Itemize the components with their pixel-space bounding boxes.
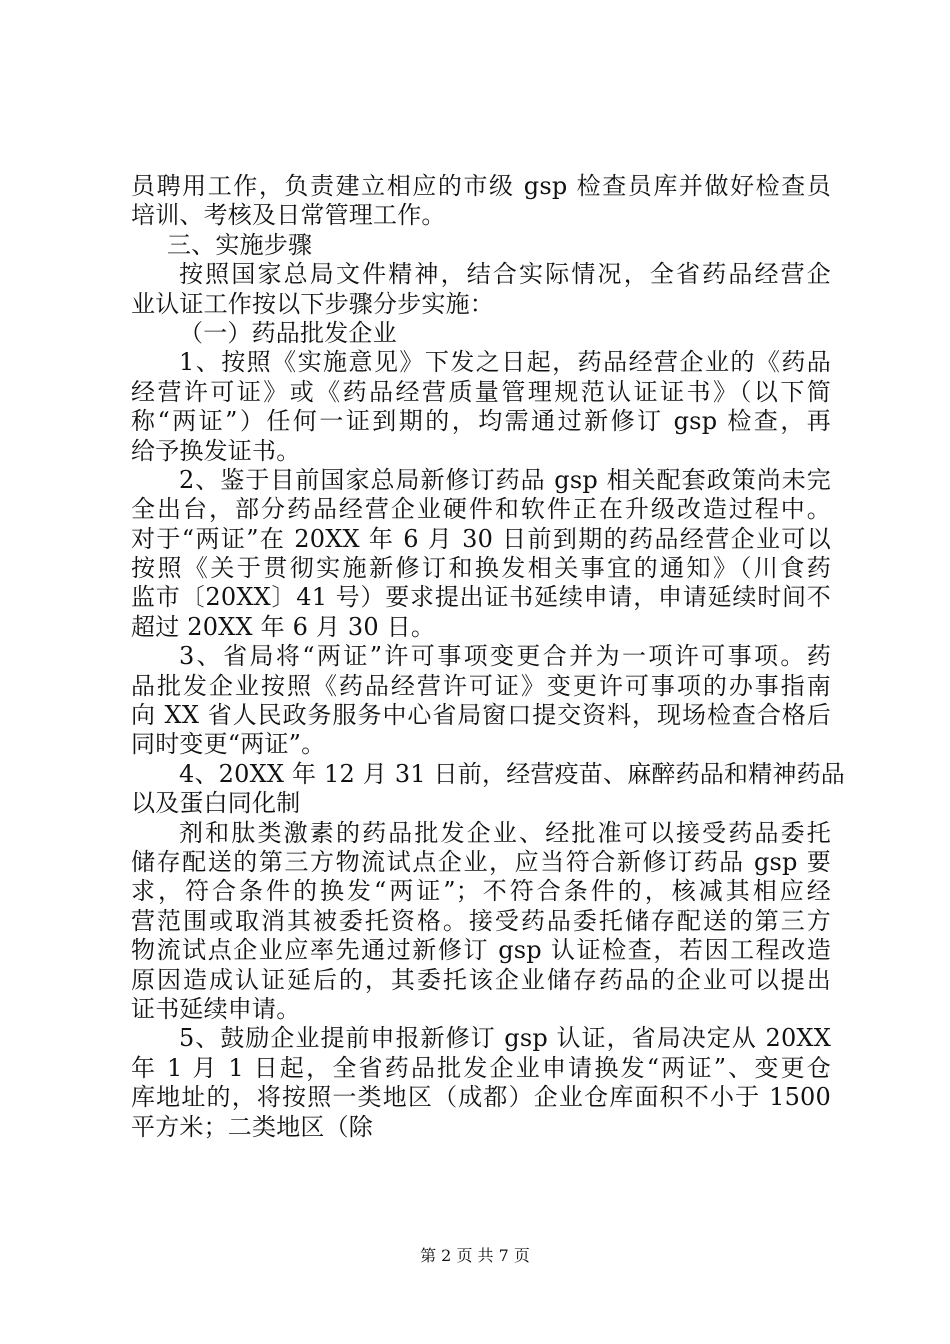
text-line: 1、按照《实施意见》下发之日起，药品经营企业的《药品 — [179, 348, 831, 377]
text-line: 向 XX 省人民政务服务中心省局窗口提交资料，现场检查合格后 — [131, 701, 831, 730]
text-line: 证书延续申请。 — [131, 994, 301, 1023]
text-line: 物流试点企业应率先通过新修订 gsp 认证检查，若因工程改造 — [131, 936, 831, 965]
page-footer: 第 2 页 共 7 页 — [420, 1246, 530, 1265]
text-line: 监市〔20XX〕41 号）要求提出证书延续申请，申请延续时间不 — [131, 583, 831, 612]
text-line: 超过 20XX 年 6 月 30 日。 — [131, 612, 436, 641]
text-line: 储存配送的第三方物流试点企业，应当符合新修订药品 gsp 要 — [131, 847, 831, 876]
text-line: 按照《关于贯彻实施新修订和换发相关事宜的通知》（川食药 — [131, 554, 831, 583]
text-line: 对于“两证”在 20XX 年 6 月 30 日前到期的药品经营企业可以 — [131, 524, 831, 553]
text-line: 给予换发证书。 — [131, 436, 301, 465]
text-line: 按照国家总局文件精神，结合实际情况，全省药品经营企 — [179, 260, 831, 289]
text-line: 经营许可证》或《药品经营质量管理规范认证证书》（以下简 — [131, 377, 831, 406]
text-line: 同时变更“两证”。 — [131, 730, 326, 759]
text-line: 品批发企业按照《药品经营许可证》变更许可事项的办事指南 — [131, 671, 831, 700]
text-line: 平方米；二类地区（除 — [131, 1112, 373, 1141]
text-line: 库地址的，将按照一类地区（成都）企业仓库面积不小于 1500 — [131, 1083, 831, 1112]
text-line: 求，符合条件的换发“两证”；不符合条件的，核减其相应经 — [131, 877, 831, 906]
text-line: 5、鼓励企业提前申报新修订 gsp 认证，省局决定从 20XX — [179, 1024, 831, 1053]
text-line: 3、省局将“两证”许可事项变更合并为一项许可事项。药 — [179, 642, 831, 671]
text-line: 称“两证”）任何一证到期的，均需通过新修订 gsp 检查，再 — [131, 407, 831, 436]
text-line: 剂和肽类激素的药品批发企业、经批准可以接受药品委托 — [179, 818, 831, 847]
text-line: 业认证工作按以下步骤分步实施： — [131, 289, 494, 318]
text-line: 年 1 月 1 日起，全省药品批发企业申请换发“两证”、变更仓 — [131, 1053, 831, 1082]
text-line: 培训、考核及日常管理工作。 — [131, 201, 446, 230]
text-line: 原因造成认证延后的，其委托该企业储存药品的企业可以提出 — [131, 965, 831, 994]
text-line: 4、20XX 年 12 月 31 日前，经营疫苗、麻醉药品和精神药品 — [179, 759, 846, 788]
text-line: 员聘用工作，负责建立相应的市级 gsp 检查员库并做好检查员 — [131, 172, 831, 200]
text-line: 以及蛋白同化制 — [131, 789, 301, 818]
text-line: （一）药品批发企业 — [179, 318, 397, 347]
text-line: 营范围或取消其被委托资格。接受药品委托储存配送的第三方 — [131, 906, 831, 935]
text-line: 2、鉴于目前国家总局新修订药品 gsp 相关配套政策尚未完 — [179, 465, 831, 494]
text-line: 三、实施步骤 — [167, 230, 313, 259]
document-body — [131, 172, 846, 1142]
text-line: 全出台，部分药品经营企业硬件和软件正在升级改造过程中。 — [131, 495, 831, 524]
